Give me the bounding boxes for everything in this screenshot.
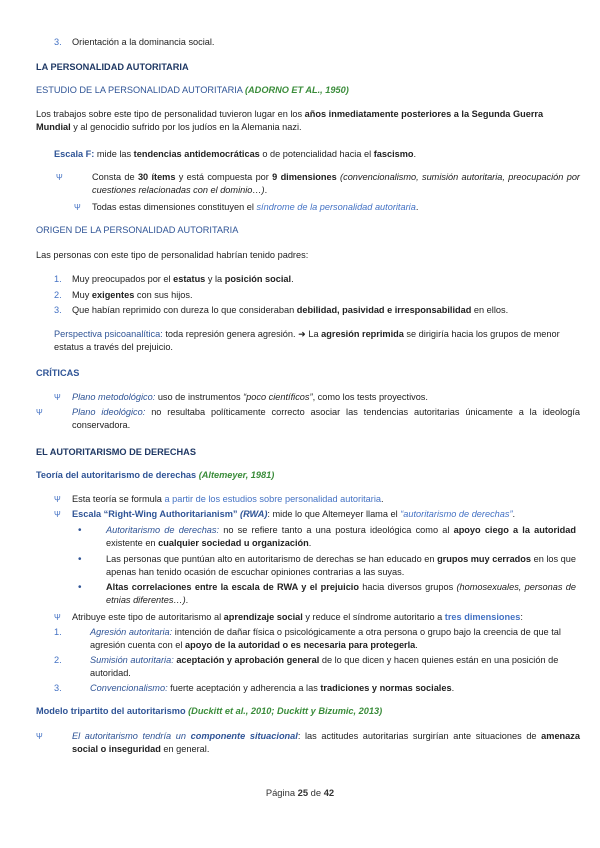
item-text: Muy preocupados por el	[72, 274, 174, 284]
list-item	[54, 36, 554, 49]
dimension-label: Convencionalismo:	[90, 683, 168, 693]
page-total: 42	[323, 787, 335, 798]
dimension-label: Agresión autoritaria:	[90, 627, 173, 637]
model-bold-2: amenaza social o inseguridad	[72, 731, 580, 754]
escala-label: Escala F:	[54, 149, 95, 159]
subsection-title: CRÍTICAS	[36, 368, 80, 378]
sub-list-item	[78, 553, 577, 579]
list-number: 3.	[54, 305, 62, 315]
dot-icon: •	[78, 525, 82, 536]
escala-end: .	[413, 149, 417, 159]
bullet-end: .	[512, 509, 516, 519]
bullet-text: Todas estas dimensiones constituyen el	[92, 202, 257, 212]
critica-text: no resultaba políticamente correcto asociar las tendencias autoritarias únicamente a la ideología conservadora.	[72, 407, 581, 430]
dot-icon: •	[78, 582, 82, 593]
dimension-end: .	[415, 640, 418, 650]
item-text: con sus hijos.	[134, 290, 193, 300]
critica-text-end: , como los tests proyectivos.	[312, 392, 428, 402]
list-item	[36, 406, 581, 432]
list-number: 1.	[54, 274, 62, 284]
model-bold: componente situacional	[190, 731, 298, 741]
item-bold: posición social	[224, 274, 292, 284]
bullet-bold: aprendizaje social	[223, 612, 303, 622]
page-number: 25	[297, 787, 309, 798]
section-subtitle	[36, 84, 349, 97]
dot-icon: •	[78, 554, 82, 565]
theory-reference: (Altemeyer, 1981)	[198, 470, 275, 480]
dimension-bold: apoyo de la autoridad o es necesaria para protegerla	[185, 640, 416, 650]
page-footer	[0, 787, 600, 798]
list-number: 2.	[54, 655, 62, 665]
bullet-end: :	[520, 612, 523, 622]
list-item	[54, 611, 564, 624]
list-item	[56, 171, 580, 197]
list-number: 1.	[54, 627, 62, 637]
footer-mid: de	[308, 787, 324, 798]
dimension-text: fuerte aceptación y adherencia a las	[167, 683, 321, 693]
feather-bullet-icon: Ψ	[36, 408, 43, 417]
perspectiva-label: Perspectiva psicoanalítica:	[54, 329, 163, 339]
subtitle-reference: (ADORNO ET AL., 1950)	[244, 85, 349, 95]
feather-bullet-icon: Ψ	[36, 732, 43, 741]
list-number: 2.	[54, 290, 62, 300]
bullet-blue: tres dimensiones	[444, 612, 521, 622]
bullet-italic: (convencionalismo, sumisión autoritaria, preocupación por cuestiones relacionadas con el dominio…)	[92, 172, 580, 195]
bullet-italic: “autoritarismo de derechas”	[400, 509, 513, 519]
feather-bullet-icon: Ψ	[56, 173, 63, 182]
item-text: Que habían reprimido con dureza lo que consideraban	[72, 305, 297, 315]
sub-bold: grupos muy cerrados	[437, 554, 532, 564]
dimension-end: de lo que dicen y hacen quienes están en una posición de autoridad.	[90, 655, 559, 678]
list-number: 3.	[54, 37, 62, 47]
sub-list-item	[78, 524, 576, 550]
perspectiva-paragraph	[54, 328, 564, 354]
list-item	[36, 730, 580, 756]
bullet-text: y reduce el síndrome autoritario a	[302, 612, 445, 622]
sub-text: hacia diversos grupos	[358, 582, 457, 592]
sub-bold: cualquier sociedad u organización	[158, 538, 309, 548]
escala-text: mide las	[94, 149, 134, 159]
item-bold: debilidad, pasividad e irresponsabilidad	[296, 305, 472, 315]
sub-text: en los que apenas han tenido ocasión de escuchar opiniones contrarias a las suyas.	[106, 554, 577, 577]
perspectiva-bold: agresión reprimida	[321, 329, 404, 339]
perspectiva-text: toda represión genera agresión. ➜ La	[162, 329, 322, 339]
bullet-bold: 9 dimensiones	[272, 172, 337, 182]
feather-bullet-icon: Ψ	[54, 510, 61, 519]
list-item	[54, 493, 564, 506]
subsection-title: ORIGEN DE LA PERSONALIDAD AUTORITARIA	[36, 225, 239, 235]
model-text: : las actitudes autoritarias surgirían ante situaciones de	[297, 731, 542, 741]
model-end: en general.	[160, 744, 210, 754]
sub-text: no se refiere tanto a una postura ideológica como al	[219, 525, 454, 535]
section-title: EL AUTORITARISMO DE DERECHAS	[36, 447, 196, 457]
bullet-text: Atribuye este tipo de autoritarismo al	[72, 612, 224, 622]
bullet-text: : mide lo que Altemeyer llama el	[267, 509, 401, 519]
model-reference: (Duckitt et al., 2010; Duckitt y Bizumic, 2013)	[188, 706, 383, 716]
feather-bullet-icon: Ψ	[74, 203, 81, 212]
escala-text-2: o de potencialidad hacia el	[259, 149, 374, 159]
bullet-bold: 30 ítems	[137, 172, 176, 182]
intro-paragraph	[36, 108, 564, 134]
intro-text-end: y al genocidio sufrido por los judíos en la Alemania nazi.	[70, 122, 302, 132]
sub-italic: (homosexuales, personas de etnias diferentes…)	[106, 582, 576, 605]
item-text: en ellos.	[471, 305, 509, 315]
model-title	[36, 705, 382, 718]
rwa-label: Escala “Right-Wing Authoritarianism”	[72, 509, 241, 519]
bullet-blue: a partir de los estudios sobre personalidad autoritaria	[164, 494, 381, 504]
list-item	[74, 201, 562, 214]
item-text: Muy	[72, 290, 92, 300]
model-title-text: Modelo tripartito del autoritarismo	[36, 706, 189, 716]
bullet-end: .	[415, 202, 419, 212]
dimension-item	[54, 654, 580, 680]
bullet-end: .	[264, 185, 268, 195]
bullet-text: y está compuesta por	[175, 172, 273, 182]
footer-prefix: Página	[265, 787, 298, 798]
dimension-end: .	[451, 683, 455, 693]
perspectiva-text-end: se dirigiría hacia los grupos de menor estatus a través del prejuicio.	[54, 329, 560, 352]
critica-text: uso de instrumentos	[155, 392, 244, 402]
sub-end: .	[308, 538, 312, 548]
bullet-end: .	[380, 494, 384, 504]
critica-label: Plano ideológico:	[72, 407, 146, 417]
subtitle-text: ESTUDIO DE LA PERSONALIDAD AUTORITARIA	[36, 85, 245, 95]
dimension-item	[54, 682, 580, 695]
sub-end: .	[185, 595, 189, 605]
section-title: LA PERSONALIDAD AUTORITARIA	[36, 62, 189, 72]
feather-bullet-icon: Ψ	[54, 613, 61, 622]
dimension-bold: aceptación y aprobación general	[176, 655, 320, 665]
item-text: y la	[205, 274, 225, 284]
list-text: Orientación a la dominancia social.	[72, 37, 215, 47]
list-item	[54, 304, 564, 317]
escala-bold-1: tendencias antidemocráticas	[133, 149, 260, 159]
sub-text: Las personas que puntúan alto en autoritarismo de derechas se han educado en	[106, 554, 438, 564]
list-item	[54, 289, 564, 302]
dimension-text: intención de dañar física o psicológicamente a otra persona o grupo bajo la creencia de que tal agresión cuenta con el	[90, 627, 561, 650]
critica-italic: “poco científicos”	[243, 392, 313, 402]
sub-text: existente en	[106, 538, 159, 548]
list-item	[54, 508, 564, 521]
rwa-abbrev: (RWA)	[240, 509, 268, 519]
sub-list-item	[78, 581, 576, 607]
intro-text: Los trabajos sobre este tipo de personalidad tuvieron lugar en los	[36, 109, 305, 119]
list-item	[54, 273, 564, 286]
bullet-italic: síndrome de la personalidad autoritaria	[256, 202, 416, 212]
item-end: .	[291, 274, 294, 284]
theory-title	[36, 469, 274, 482]
theory-title-text: Teoría del autoritarismo de derechas	[36, 470, 199, 480]
feather-bullet-icon: Ψ	[54, 495, 61, 504]
bullet-text: Esta teoría se formula	[72, 494, 165, 504]
sub-bold: Altas correlaciones entre la escala de RWA y el prejuicio	[106, 582, 359, 592]
list-item	[54, 391, 564, 404]
dimension-bold: tradiciones y normas sociales	[320, 683, 452, 693]
bullet-text: Consta de	[92, 172, 138, 182]
sub-bold: apoyo ciego a la autoridad	[453, 525, 576, 535]
intro-bold: años inmediatamente posteriores a la Segunda Guerra Mundial	[36, 109, 544, 132]
item-bold: estatus	[173, 274, 206, 284]
item-bold: exigentes	[91, 290, 135, 300]
escala-f-paragraph	[54, 148, 564, 161]
feather-bullet-icon: Ψ	[54, 393, 61, 402]
list-number: 3.	[54, 683, 62, 693]
sub-italic: Autoritarismo de derechas:	[106, 525, 220, 535]
origen-intro: Las personas con este tipo de personalidad habrían tenido padres:	[36, 250, 309, 260]
dimension-label: Sumisión autoritaria:	[90, 655, 174, 665]
escala-bold-2: fascismo	[373, 149, 414, 159]
dimension-item	[54, 626, 580, 652]
model-italic: El autoritarismo tendría un	[72, 731, 191, 741]
critica-label: Plano metodológico:	[72, 392, 156, 402]
